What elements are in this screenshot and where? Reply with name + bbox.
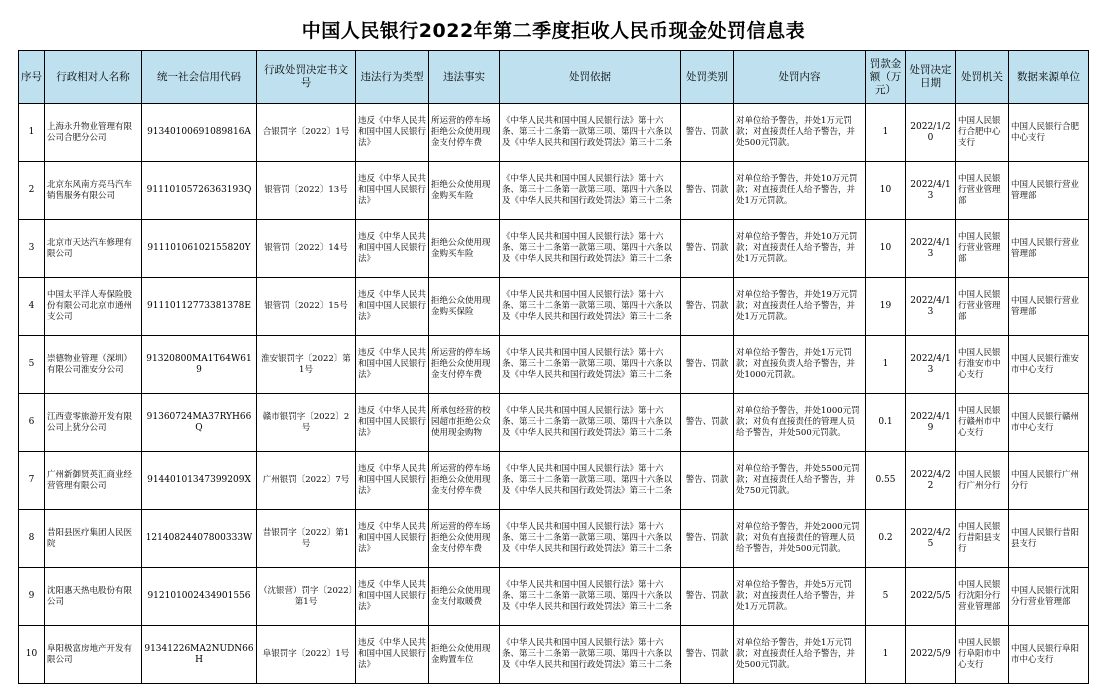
cell-penalty-category: 警告、罚款 <box>681 452 734 510</box>
cell-doc-number: 合银罚字〔2022〕1号 <box>257 104 356 162</box>
cell-penalty-category: 警告、罚款 <box>681 626 734 684</box>
cell-authority: 中国人民银行广州分行 <box>956 452 1009 510</box>
cell-authority: 中国人民银行昔阳县支行 <box>956 510 1009 568</box>
cell-party-name: 广州新御贤英汇商业经营管理有限公司 <box>45 452 142 510</box>
cell-penalty-basis: 《中华人民共和国中国人民银行法》第十六条、第三十二条第一款第三项、第四十六条以及《中华人民共和国行政处罚法》第三十二条 <box>500 278 681 336</box>
cell-violation-type: 违反《中华人民共和国中国人民银行法》 <box>356 394 429 452</box>
header-content: 处罚内容 <box>734 51 866 104</box>
cell-violation-fact: 所运营的停车场拒绝公众使用现金支付停车费 <box>429 510 500 568</box>
cell-party-name: 中国太平洋人寿保险股份有限公司北京市通州支公司 <box>45 278 142 336</box>
cell-violation-type: 违反《中华人民共和国中国人民银行法》 <box>356 104 429 162</box>
cell-authority: 中国人民银行营业管理部 <box>956 220 1009 278</box>
cell-authority: 中国人民银行沈阳分行营业管理部 <box>956 568 1009 626</box>
table-row <box>19 452 1089 510</box>
header-violation-type: 违法行为类型 <box>356 51 429 104</box>
cell-doc-number: 银管罚〔2022〕14号 <box>257 220 356 278</box>
cell-row-number: 8 <box>19 510 45 568</box>
cell-doc-number: 阜银罚字〔2022〕1号 <box>257 626 356 684</box>
cell-credit-code: 91341226MA2NUDN66H <box>142 626 257 684</box>
cell-doc-number: （沈银营）罚字〔2022〕第1号 <box>257 568 356 626</box>
cell-credit-code: 91440101347399209X <box>142 452 257 510</box>
cell-decision-date: 2022/5/9 <box>906 626 956 684</box>
cell-fine-amount: 10 <box>866 220 906 278</box>
cell-penalty-content: 对单位给予警告，并处10万元罚款；对直接责任人给予警告，并处1万元罚款。 <box>734 220 866 278</box>
header-source: 数据来源单位 <box>1009 51 1089 104</box>
cell-doc-number: 昔银罚字〔2022〕第1号 <box>257 510 356 568</box>
table-body <box>19 104 1089 684</box>
cell-penalty-content: 对单位给予警告，并处5万元罚款；对直接责任人给予警告，并处1万元罚款。 <box>734 568 866 626</box>
cell-penalty-content: 对单位给予警告，并处1万元罚款；对直接责任人给予警告，并处500元罚款。 <box>734 626 866 684</box>
cell-credit-code: 12140824407800333W <box>142 510 257 568</box>
cell-decision-date: 2022/4/13 <box>906 162 956 220</box>
cell-credit-code: 91340100691089816A <box>142 104 257 162</box>
cell-penalty-basis: 《中华人民共和国中国人民银行法》第十六条、第三十二条第一款第三项、第四十六条以及《中华人民共和国行政处罚法》第三十二条 <box>500 510 681 568</box>
cell-authority: 中国人民银行淮安市中心支行 <box>956 336 1009 394</box>
cell-credit-code: 91110105726363193Q <box>142 162 257 220</box>
cell-penalty-category: 警告、罚款 <box>681 568 734 626</box>
cell-party-name: 昔阳县医疗集团人民医院 <box>45 510 142 568</box>
cell-violation-fact: 拒绝公众使用现金支付取暖费 <box>429 568 500 626</box>
cell-decision-date: 2022/4/25 <box>906 510 956 568</box>
cell-doc-number: 广州银罚〔2022〕7号 <box>257 452 356 510</box>
cell-penalty-category: 警告、罚款 <box>681 162 734 220</box>
cell-penalty-content: 对单位给予警告，并处1万元罚款；对直接责任人给予警告，并处500元罚款。 <box>734 104 866 162</box>
cell-penalty-content: 对单位给予警告，并处1万元罚款；对直接负责人给予警告，并处1000元罚款。 <box>734 336 866 394</box>
cell-fine-amount: 5 <box>866 568 906 626</box>
cell-data-source: 中国人民银行合肥中心支行 <box>1009 104 1089 162</box>
cell-violation-type: 违反《中华人民共和国中国人民银行法》 <box>356 336 429 394</box>
cell-row-number: 7 <box>19 452 45 510</box>
cell-data-source: 中国人民银行昔阳县支行 <box>1009 510 1089 568</box>
cell-data-source: 中国人民银行阜阳市中心支行 <box>1009 626 1089 684</box>
cell-data-source: 中国人民银行营业管理部 <box>1009 162 1089 220</box>
cell-decision-date: 2022/5/5 <box>906 568 956 626</box>
cell-authority: 中国人民银行营业管理部 <box>956 162 1009 220</box>
cell-penalty-basis: 《中华人民共和国中国人民银行法》第十六条、第三十二条第一款第三项、第四十六条以及《中华人民共和国行政处罚法》第三十二条 <box>500 568 681 626</box>
table-row <box>19 104 1089 162</box>
header-no: 序号 <box>19 51 45 104</box>
cell-violation-type: 违反《中华人民共和国中国人民银行法》 <box>356 162 429 220</box>
cell-party-name: 上海永升物业管理有限公司合肥分公司 <box>45 104 142 162</box>
cell-decision-date: 2022/4/22 <box>906 452 956 510</box>
cell-violation-fact: 所运营的停车场拒绝公众使用现金支付停车费 <box>429 452 500 510</box>
cell-penalty-basis: 《中华人民共和国中国人民银行法》第十六条、第三十二条第一款第三项、第四十六条以及《中华人民共和国行政处罚法》第三十二条 <box>500 394 681 452</box>
cell-row-number: 5 <box>19 336 45 394</box>
header-credit-code: 统一社会信用代码 <box>142 51 257 104</box>
cell-decision-date: 2022/4/13 <box>906 336 956 394</box>
cell-violation-type: 违反《中华人民共和国中国人民银行法》 <box>356 568 429 626</box>
table-header-row <box>19 51 1089 104</box>
cell-fine-amount: 19 <box>866 278 906 336</box>
cell-penalty-content: 对单位给予警告，并处10万元罚款；对直接责任人给予警告，并处1万元罚款。 <box>734 162 866 220</box>
cell-fine-amount: 10 <box>866 162 906 220</box>
header-amount: 罚款金额（万元） <box>866 51 906 104</box>
cell-penalty-content: 对单位给予警告，并处1000元罚款；对负有直接责任的管理人员给予警告，并处500元罚款。 <box>734 394 866 452</box>
cell-authority: 中国人民银行阜阳市中心支行 <box>956 626 1009 684</box>
cell-penalty-content: 对单位给予警告，并处5500元罚款；对直接责任人给予警告，并处750元罚款。 <box>734 452 866 510</box>
cell-violation-fact: 所运营的停车场拒绝公众使用现金支付停车费 <box>429 104 500 162</box>
cell-violation-fact: 拒绝公众使用现金购置车位 <box>429 626 500 684</box>
cell-decision-date: 2022/4/13 <box>906 220 956 278</box>
cell-row-number: 2 <box>19 162 45 220</box>
header-doc-number: 行政处罚决定书文号 <box>257 51 356 104</box>
header-category: 处罚类别 <box>681 51 734 104</box>
cell-credit-code: 91320800MA1T64W619 <box>142 336 257 394</box>
cell-row-number: 1 <box>19 104 45 162</box>
cell-penalty-basis: 《中华人民共和国中国人民银行法》第十六条、第三十二条第一款第三项、第四十六条以及《中华人民共和国行政处罚法》第三十二条 <box>500 162 681 220</box>
cell-authority: 中国人民银行赣州市中心支行 <box>956 394 1009 452</box>
header-date: 处罚决定日期 <box>906 51 956 104</box>
cell-fine-amount: 0.1 <box>866 394 906 452</box>
cell-penalty-basis: 《中华人民共和国中国人民银行法》第十六条、第三十二条第一款第三项、第四十六条以及《中华人民共和国行政处罚法》第三十二条 <box>500 336 681 394</box>
cell-violation-fact: 所承包经营的校园超市拒绝公众使用现金购物 <box>429 394 500 452</box>
cell-data-source: 中国人民银行淮安市中心支行 <box>1009 336 1089 394</box>
cell-party-name: 阜阳极富房地产开发有限公司 <box>45 626 142 684</box>
cell-row-number: 3 <box>19 220 45 278</box>
cell-violation-fact: 拒绝公众使用现金购买保险 <box>429 278 500 336</box>
cell-decision-date: 2022/1/20 <box>906 104 956 162</box>
cell-violation-fact: 所运营的停车场拒绝公众使用现金支付停车费 <box>429 336 500 394</box>
cell-row-number: 4 <box>19 278 45 336</box>
cell-violation-type: 违反《中华人民共和国中国人民银行法》 <box>356 510 429 568</box>
cell-violation-type: 违反《中华人民共和国中国人民银行法》 <box>356 626 429 684</box>
cell-row-number: 10 <box>19 626 45 684</box>
cell-penalty-content: 对单位给予警告，并处2000元罚款；对负有直接责任的管理人员给予警告，并处500元罚款。 <box>734 510 866 568</box>
penalty-table <box>18 50 1089 684</box>
cell-fine-amount: 1 <box>866 626 906 684</box>
cell-penalty-category: 警告、罚款 <box>681 104 734 162</box>
table-row <box>19 510 1089 568</box>
cell-row-number: 9 <box>19 568 45 626</box>
table-row <box>19 278 1089 336</box>
cell-party-name: 沈阳惠天热电股份有限公司 <box>45 568 142 626</box>
header-authority: 处罚机关 <box>956 51 1009 104</box>
cell-doc-number: 银管罚〔2022〕15号 <box>257 278 356 336</box>
cell-penalty-category: 警告、罚款 <box>681 336 734 394</box>
table-row <box>19 162 1089 220</box>
cell-data-source: 中国人民银行营业管理部 <box>1009 220 1089 278</box>
cell-fine-amount: 0.2 <box>866 510 906 568</box>
cell-credit-code: 91110106102155820Y <box>142 220 257 278</box>
cell-fine-amount: 1 <box>866 336 906 394</box>
cell-fine-amount: 0.55 <box>866 452 906 510</box>
cell-data-source: 中国人民银行广州分行 <box>1009 452 1089 510</box>
cell-violation-type: 违反《中华人民共和国中国人民银行法》 <box>356 452 429 510</box>
cell-doc-number: 赣市银罚字〔2022〕2号 <box>257 394 356 452</box>
cell-party-name: 江西壹零旅游开发有限公司上犹分公司 <box>45 394 142 452</box>
cell-penalty-content: 对单位给予警告，并处19万元罚款；对直接责任人给予警告，并处1万元罚款。 <box>734 278 866 336</box>
cell-party-name: 崇德物业管理（深圳）有限公司淮安分公司 <box>45 336 142 394</box>
cell-fine-amount: 1 <box>866 104 906 162</box>
cell-data-source: 中国人民银行沈阳分行营业管理部 <box>1009 568 1089 626</box>
cell-row-number: 6 <box>19 394 45 452</box>
cell-data-source: 中国人民银行赣州市中心支行 <box>1009 394 1089 452</box>
cell-credit-code: 91360724MA37RYH66Q <box>142 394 257 452</box>
table-row <box>19 394 1089 452</box>
header-violation-fact: 违法事实 <box>429 51 500 104</box>
cell-penalty-category: 警告、罚款 <box>681 220 734 278</box>
cell-violation-fact: 拒绝公众使用现金购买车险 <box>429 162 500 220</box>
page-title: 中国人民银行2022年第二季度拒收人民币现金处罚信息表 <box>301 20 806 42</box>
table-row <box>19 626 1089 684</box>
header-basis: 处罚依据 <box>500 51 681 104</box>
cell-penalty-category: 警告、罚款 <box>681 394 734 452</box>
table-row <box>19 568 1089 626</box>
header-name: 行政相对人名称 <box>45 51 142 104</box>
cell-penalty-category: 警告、罚款 <box>681 278 734 336</box>
cell-authority: 中国人民银行营业管理部 <box>956 278 1009 336</box>
cell-party-name: 北京市天达汽车修理有限公司 <box>45 220 142 278</box>
table-row <box>19 220 1089 278</box>
cell-violation-fact: 拒绝公众使用现金购买车险 <box>429 220 500 278</box>
cell-penalty-category: 警告、罚款 <box>681 510 734 568</box>
cell-penalty-basis: 《中华人民共和国中国人民银行法》第十六条、第三十二条第一款第三项、第四十六条以及《中华人民共和国行政处罚法》第三十二条 <box>500 626 681 684</box>
cell-violation-type: 违反《中华人民共和国中国人民银行法》 <box>356 278 429 336</box>
cell-doc-number: 淮安银罚字〔2022〕第1号 <box>257 336 356 394</box>
cell-party-name: 北京东风南方亮马汽车销售服务有限公司 <box>45 162 142 220</box>
cell-doc-number: 银管罚〔2022〕13号 <box>257 162 356 220</box>
cell-data-source: 中国人民银行营业管理部 <box>1009 278 1089 336</box>
cell-decision-date: 2022/4/19 <box>906 394 956 452</box>
cell-violation-type: 违反《中华人民共和国中国人民银行法》 <box>356 220 429 278</box>
cell-penalty-basis: 《中华人民共和国中国人民银行法》第十六条、第三十二条第一款第三项、第四十六条以及《中华人民共和国行政处罚法》第三十二条 <box>500 452 681 510</box>
cell-credit-code: 912101002434901556 <box>142 568 257 626</box>
cell-penalty-basis: 《中华人民共和国中国人民银行法》第十六条、第三十二条第一款第三项、第四十六条以及《中华人民共和国行政处罚法》第三十二条 <box>500 104 681 162</box>
cell-authority: 中国人民银行合肥中心支行 <box>956 104 1009 162</box>
table-row <box>19 336 1089 394</box>
cell-credit-code: 91110112773381378E <box>142 278 257 336</box>
cell-penalty-basis: 《中华人民共和国中国人民银行法》第十六条、第三十二条第一款第三项、第四十六条以及《中华人民共和国行政处罚法》第三十二条 <box>500 220 681 278</box>
cell-decision-date: 2022/4/13 <box>906 278 956 336</box>
